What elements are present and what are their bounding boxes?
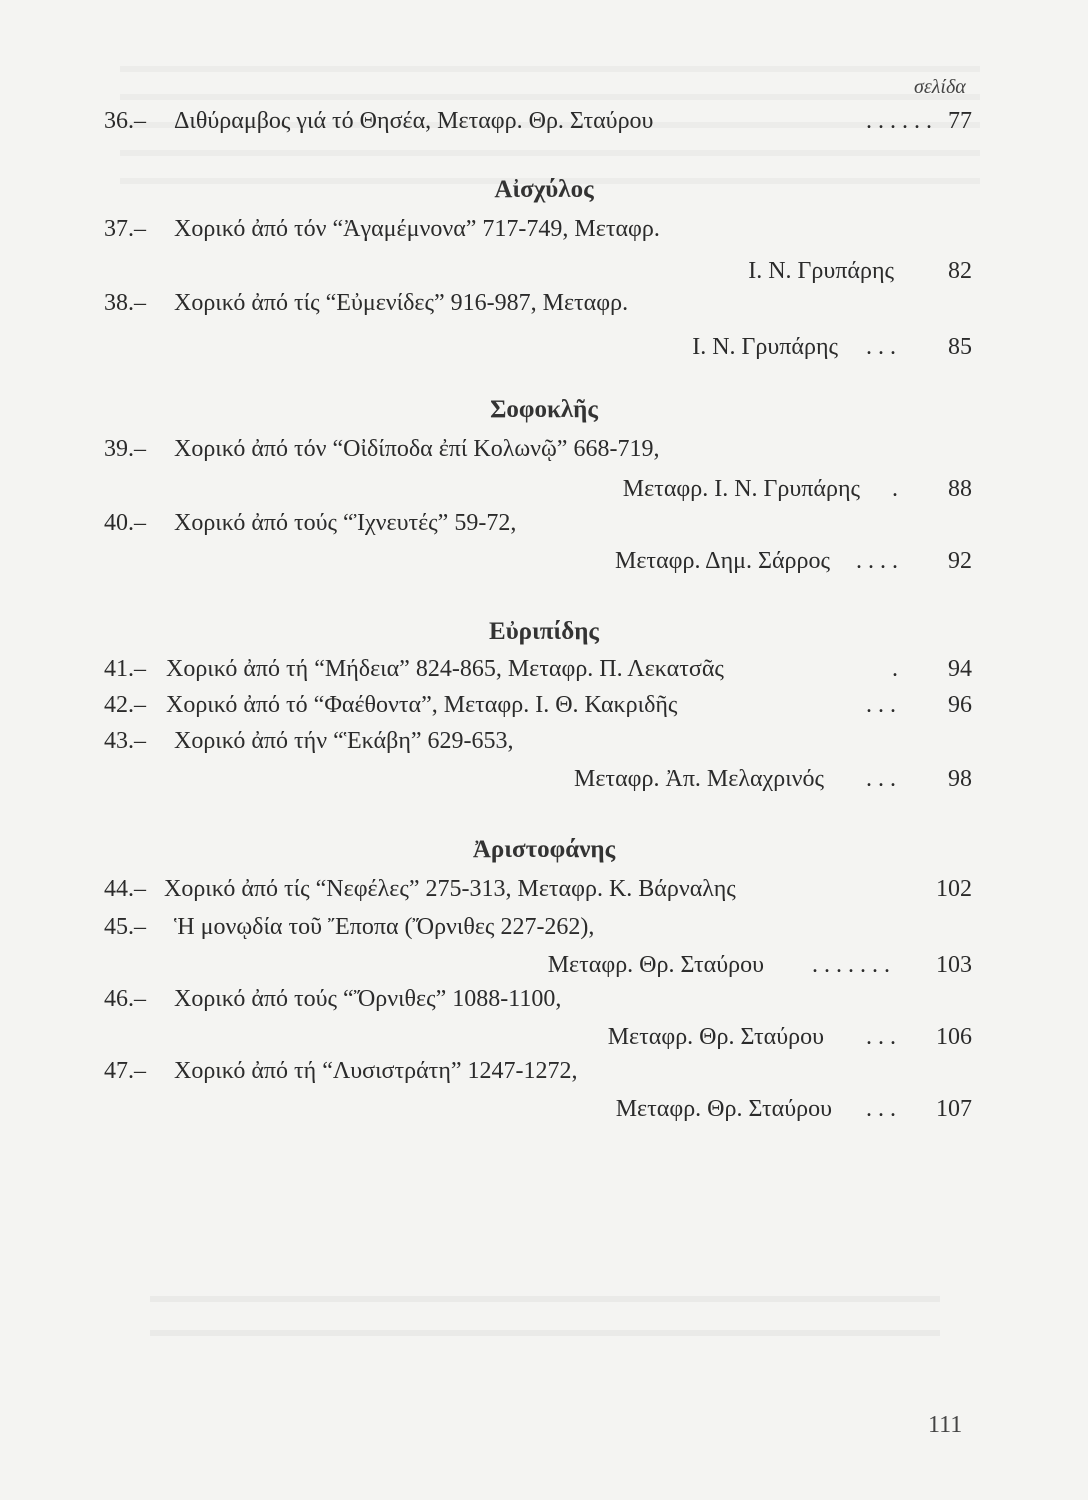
entry-title: Χορικό ἀπό τήν “Ἑκάβη” 629-653, bbox=[174, 728, 514, 754]
entry-number: 47.– bbox=[104, 1058, 146, 1084]
entry-number: 42.– bbox=[104, 692, 146, 718]
entry-page: 98 bbox=[948, 766, 972, 792]
toc-entry-continuation bbox=[0, 766, 1088, 800]
toc-entry-continuation bbox=[0, 258, 1088, 292]
toc-entry bbox=[0, 216, 1088, 250]
entry-number: 44.– bbox=[104, 876, 146, 902]
entry-leader-dots: ... bbox=[866, 1024, 902, 1050]
toc-entry-continuation bbox=[0, 1096, 1088, 1130]
toc-entry bbox=[0, 692, 1088, 726]
entry-page: 88 bbox=[948, 476, 972, 502]
entry-title: Χορικό ἀπό τή “Λυσιστράτη” 1247-1272, bbox=[174, 1058, 578, 1084]
toc-entry bbox=[0, 436, 1088, 470]
show-through-bleed bbox=[150, 1296, 940, 1360]
entry-title: Διθύραμβος γιά τό Θησέα, Μεταφρ. Θρ. Σταύρου bbox=[174, 108, 654, 134]
entry-page: 92 bbox=[948, 548, 972, 574]
entry-leader-dots: ....... bbox=[812, 952, 896, 978]
entry-page: 103 bbox=[936, 952, 972, 978]
section-heading: Εὐριπίδης bbox=[489, 618, 599, 645]
entry-leader-dots: ... bbox=[866, 766, 902, 792]
toc-entry-continuation bbox=[0, 548, 1088, 582]
entry-number: 41.– bbox=[104, 656, 146, 682]
entry-title: Χορικό ἀπό τή “Μήδεια” 824-865, Μεταφρ. Π. Λεκατσᾶς bbox=[166, 656, 724, 682]
toc-entry bbox=[0, 510, 1088, 544]
entry-translator: Ι. Ν. Γρυπάρης bbox=[748, 258, 894, 284]
toc-entry bbox=[0, 986, 1088, 1020]
entry-title: Χορικό ἀπό τόν “Οἰδίποδα ἐπί Κολωνῷ” 668-719, bbox=[174, 436, 660, 462]
entry-number: 37.– bbox=[104, 216, 146, 242]
entry-title: Χορικό ἀπό τούς “Ὄρνιθες” 1088-1100, bbox=[174, 986, 562, 1012]
entry-number: 43.– bbox=[104, 728, 146, 754]
entry-leader-dots: ... bbox=[866, 692, 902, 718]
entry-number: 36.– bbox=[104, 108, 146, 134]
entry-title: Χορικό ἀπό τίς “Νεφέλες” 275-313, Μεταφρ. Κ. Βάρναλης bbox=[164, 876, 736, 902]
entry-leader-dots: ... bbox=[866, 334, 902, 360]
entry-translator: Μεταφρ. Θρ. Σταύρου bbox=[615, 1096, 832, 1122]
entry-number: 38.– bbox=[104, 290, 146, 316]
entry-translator: Μεταφρ. Δημ. Σάρρος bbox=[615, 548, 830, 574]
page-column-label: σελίδα bbox=[914, 76, 966, 98]
page-number: 111 bbox=[928, 1412, 963, 1438]
section-heading: Αἰσχύλος bbox=[494, 176, 594, 203]
entry-leader-dots: . bbox=[892, 476, 904, 502]
toc-entry-continuation bbox=[0, 476, 1088, 510]
section-heading: Ἀριστοφάνης bbox=[472, 836, 616, 863]
entry-number: 46.– bbox=[104, 986, 146, 1012]
entry-page: 107 bbox=[936, 1096, 972, 1122]
toc-entry-continuation bbox=[0, 334, 1088, 368]
entry-leader-dots: .... bbox=[856, 548, 904, 574]
entry-leader-dots: ... bbox=[866, 1096, 902, 1122]
entry-translator: Ι. Ν. Γρυπάρης bbox=[692, 334, 838, 360]
toc-entry bbox=[0, 108, 1088, 142]
toc-entry-continuation bbox=[0, 1024, 1088, 1058]
entry-translator: Μεταφρ. Θρ. Σταύρου bbox=[547, 952, 764, 978]
entry-number: 39.– bbox=[104, 436, 146, 462]
entry-page: 77 bbox=[948, 108, 972, 134]
entry-translator: Μεταφρ. Ι. Ν. Γρυπάρης bbox=[622, 476, 860, 502]
entry-page: 82 bbox=[948, 258, 972, 284]
toc-entry bbox=[0, 728, 1088, 762]
toc-entry-continuation bbox=[0, 952, 1088, 986]
toc-entry bbox=[0, 914, 1088, 948]
entry-title: Χορικό ἀπό τίς “Εὐμενίδες” 916-987, Μεταφρ. bbox=[174, 290, 629, 316]
entry-title: Χορικό ἀπό τούς “Ἰχνευτές” 59-72, bbox=[174, 510, 517, 536]
entry-page: 102 bbox=[936, 876, 972, 902]
entry-page: 94 bbox=[948, 656, 972, 682]
entry-leader-dots: . bbox=[892, 656, 904, 682]
entry-number: 40.– bbox=[104, 510, 146, 536]
entry-title: Χορικό ἀπό τό “Φαέθοντα”, Μεταφρ. Ι. Θ. Κακριδῆς bbox=[166, 692, 678, 718]
entry-number: 45.– bbox=[104, 914, 146, 940]
entry-title: Ἡ μονῳδία τοῦ Ἔποπα (Ὄρνιθες 227-262), bbox=[174, 914, 595, 940]
entry-leader-dots: ...... bbox=[866, 108, 938, 134]
entry-translator: Μεταφρ. Ἀπ. Μελαχρινός bbox=[574, 766, 824, 792]
entry-page: 96 bbox=[948, 692, 972, 718]
section-heading: Σοφοκλῆς bbox=[490, 396, 598, 423]
toc-entry bbox=[0, 1058, 1088, 1092]
entry-page: 85 bbox=[948, 334, 972, 360]
toc-entry bbox=[0, 290, 1088, 324]
entry-page: 106 bbox=[936, 1024, 972, 1050]
toc-entry bbox=[0, 876, 1088, 910]
toc-entry bbox=[0, 656, 1088, 690]
entry-translator: Μεταφρ. Θρ. Σταύρου bbox=[607, 1024, 824, 1050]
entry-title: Χορικό ἀπό τόν “Ἀγαμέμνονα” 717-749, Μεταφρ. bbox=[174, 216, 660, 242]
